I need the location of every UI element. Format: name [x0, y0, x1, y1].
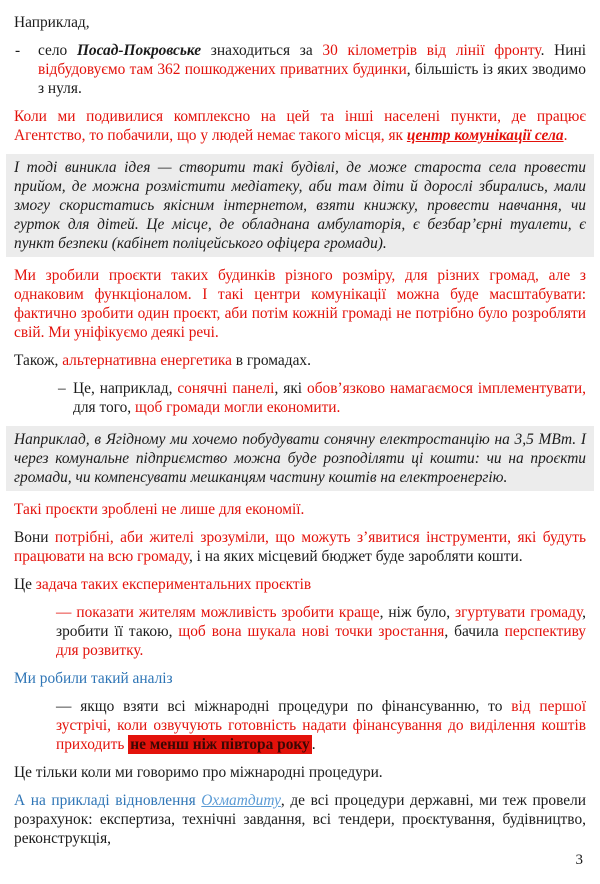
quote-block-idea [6, 154, 594, 257]
text-run-10-1: Вони [14, 529, 55, 546]
document-body [14, 13, 586, 848]
text-run-7-1: Це, наприклад, [73, 380, 178, 397]
text-run-12-3: згуртувати громаду [455, 604, 583, 621]
text-run-11-2: задача таких експериментальних проєктів [35, 576, 312, 593]
page-number: 3 [575, 852, 583, 868]
paragraph-task [14, 575, 586, 594]
paragraph-analysis [14, 669, 586, 688]
text-run-10-2: потрібні, аби жителі зрозуміли, що можуть з’явитися інструменти, які будуть працювати на всю громаду [14, 529, 586, 565]
text-run-15-1: Це тільки коли ми говоримо про міжнародні процедури. [14, 764, 383, 781]
text-run-7-2: сонячні панелі [177, 380, 275, 397]
text-run-14-1: — якщо взяти всі міжнародні процедури по фінансуванню, то [56, 698, 512, 715]
text-run-3-3: . [563, 127, 568, 144]
text-run-14-4: . [311, 736, 316, 753]
text-run-7-6: щоб громади могли економити. [134, 399, 341, 416]
text-run-12-4: , зробити її такою, [56, 604, 586, 640]
text-run-14-2: від першої зустрічі, коли озвучують готовність надати фінансування до виділення коштів приходить [56, 698, 586, 753]
text-run-8-1: Наприклад, в Ягідному ми хочемо побудувати сонячну електростанцію на 3,5 МВт. І через комунальне підприємство можна буде розподіляти ці кошти: чи на проєкти громади, чи компенсувати мешканцям частину коштів на електроенергію. [14, 431, 586, 486]
text-run-1-1: Наприклад, [14, 14, 90, 31]
list-dash-marker: - [15, 42, 21, 59]
text-run-7-5: для того, [73, 399, 135, 416]
paragraph-agency-observation [14, 107, 586, 145]
quote-block-yahidne [6, 426, 594, 491]
list-dash-marker: – [58, 380, 66, 397]
text-run-12-5: щоб вона шукала нові точки зростання [178, 623, 445, 640]
text-run-2-4: 30 кілометрів від лінії фронту [322, 42, 541, 59]
text-run-12-1: — показати жителям можливість зробити краще [56, 604, 380, 621]
text-run-16-1: А на прикладі відновлення [14, 792, 202, 809]
text-run-2-2: Посад-Покровське [76, 42, 202, 59]
text-run-16-3: , де всі процедури державні, ми теж провели розрахунок: експертиза, технічні завдання, всі тендери, проєктування, будівництво, реконструкція, [14, 792, 586, 847]
text-run-4-1: І тоді виникла ідея — створити такі будівлі, де може староста села провести прийом, де можна розмістити медіатеку, аби там діти й дорослі збирались, мали змогу скористатись якісним інтернетом, взяти книжку, провести навчання, чи гурток для дітей. Це місце, де обладнана амбулаторія, є безбар’єрні туалети, є пункт безпеки (кабінет поліцейського офіцера громади). [14, 159, 586, 252]
list-item-solar-panels [58, 379, 586, 417]
text-run-3-1: Коли ми подивилися комплексно на цей та інші населені пункти, де працює Агентство, то побачили, що у людей немає такого місця, як [14, 108, 586, 144]
text-run-2-3: знаходиться за [201, 42, 323, 59]
list-item-posad-pokrovske [14, 41, 586, 98]
indented-paragraph-show-residents [56, 603, 586, 660]
text-run-7-3: , які [274, 380, 307, 397]
text-run-6-2: альтернативна енергетика [62, 352, 232, 369]
text-run-2-1: село [38, 42, 77, 59]
text-run-12-7: перспективу для розвитку. [56, 623, 587, 659]
paragraph-okhmatdyt [14, 791, 586, 848]
text-run-14-3: не менш ніж півтора року [130, 736, 310, 753]
text-run-12-2: , ніж було, [379, 604, 456, 621]
text-run-6-1: Також, [14, 352, 63, 369]
text-run-2-7: , більшість із яких зводимо з нуля. [38, 61, 586, 97]
text-run-10-3: , і на яких місцевий бюджет буде заробляти кошти. [188, 548, 523, 565]
indented-paragraph-procedures [56, 697, 586, 754]
paragraph-energy [14, 351, 586, 370]
text-run-7-4: обов’язково намагаємося імплементувати, [307, 380, 586, 397]
paragraph-needed [14, 528, 586, 566]
text-run-2-6: відбудовуємо там 362 пошкоджених приватних будинки [38, 61, 407, 78]
okhmatdyt-link[interactable]: Охматдиту [201, 792, 281, 809]
text-run-12-6: , бачила [444, 623, 505, 640]
text-run-6-3: в громадах. [231, 352, 311, 369]
paragraph-projects [14, 266, 586, 342]
text-run-11-1: Це [14, 576, 36, 593]
text-run-13-1: Ми робили такий аналіз [14, 670, 173, 687]
text-run-5-1: Ми зробили проєкти таких будинків різного розміру, для різних громад, але з однаковим функціоналом. І такі центри комунікації можна буде масштабувати: фактично зробити один проєкт, аби потім кожній громаді не потрібно було розробляти свій. Ми уніфікуємо деякі речі. [14, 267, 586, 341]
paragraph-intro [14, 13, 586, 32]
text-run-9-1: Такі проєкти зроблені не лише для економії. [14, 501, 305, 518]
paragraph-not-only-economy [14, 500, 586, 519]
text-run-3-2: центр комунікації села [406, 127, 564, 144]
text-run-2-5: . Нині [540, 42, 587, 59]
paragraph-international-only [14, 763, 586, 782]
